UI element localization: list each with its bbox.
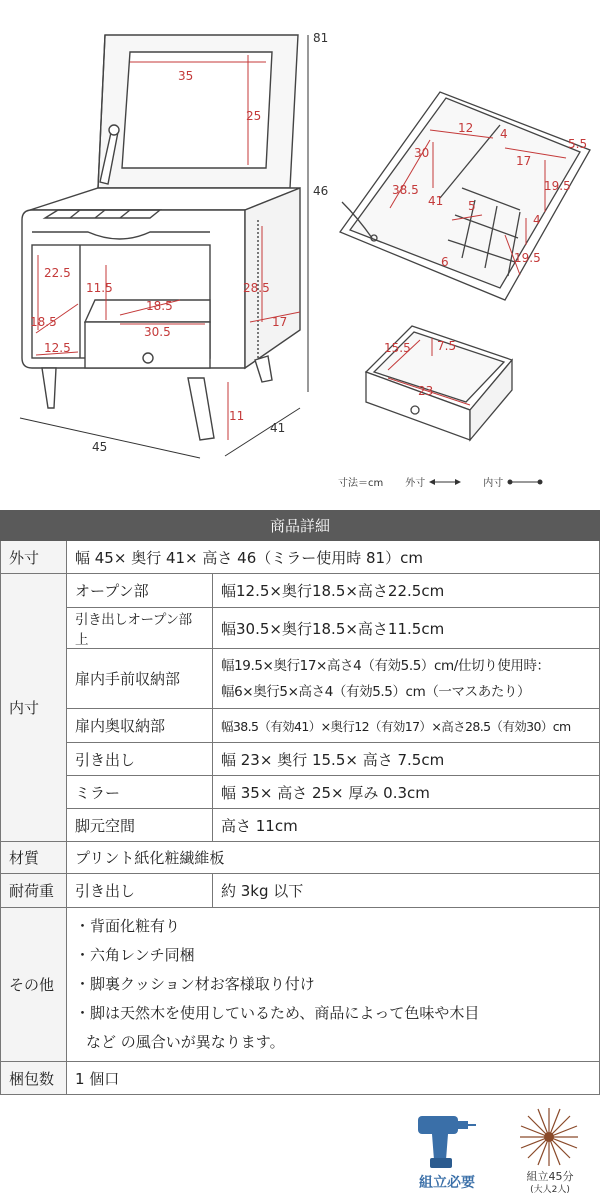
dim-upper-depth: 18.5 <box>146 299 173 313</box>
dim-tray-30: 30 <box>414 146 430 160</box>
dot-line-icon <box>507 478 543 486</box>
assembly-required-label: 組立必要 <box>419 1175 475 1191</box>
material-value: プリント紙化粧繊維板 <box>67 842 600 874</box>
inner-row-value-2: 幅6×奥行5×高さ4（有効5.5）cm（一マスあたり） <box>221 683 531 700</box>
dim-leg-height: 11 <box>229 409 245 423</box>
dim-tray-38-5: 38.5 <box>392 183 419 197</box>
dim-width: 45 <box>92 440 108 454</box>
dim-upper-height: 11.5 <box>86 281 113 295</box>
dim-tray-12: 12 <box>458 121 474 135</box>
list-item: ・脚裏クッション材お客様取り付け <box>75 975 315 993</box>
legend-unit: 寸法＝cm <box>338 478 384 489</box>
dim-height-mirror-open: 81 <box>313 31 329 45</box>
list-item: ・背面化粧有り <box>75 917 181 935</box>
list-item: ・脚は天然木を使用しているため、商品によって色味や木目 <box>75 1004 480 1022</box>
inner-row-value: 幅19.5×奥行17×高さ4（有効5.5）cm/仕切り使用時： <box>221 657 550 674</box>
dim-open-width: 12.5 <box>44 341 71 355</box>
inner-row-name: 引き出し <box>67 743 213 776</box>
inner-row-name: 脚元空間 <box>67 809 213 842</box>
inner-row-value: 幅30.5×奥行18.5×高さ11.5cm <box>213 608 600 649</box>
drawer-knob <box>143 353 153 363</box>
inner-row-name: 扉内奥収納部 <box>67 709 213 743</box>
row-label-outer: 外寸 <box>1 541 67 574</box>
inner-row-name: 引き出しオープン部上 <box>67 608 213 649</box>
product-dimension-diagram <box>0 0 600 510</box>
dim-tray-4b: 4 <box>533 213 541 227</box>
row-label-load: 耐荷重 <box>1 874 67 908</box>
dim-upper-width: 30.5 <box>144 325 171 339</box>
arrow-both-icon <box>429 478 461 486</box>
clock-burst-icon <box>518 1106 580 1168</box>
dim-drawer-23: 23 <box>418 384 434 398</box>
inner-row-name: 扉内手前収納部 <box>67 649 213 709</box>
legend-inner: 内寸 <box>483 478 504 489</box>
dim-tray-5: 5 <box>468 199 476 213</box>
assembly-time: 組立45分 <box>526 1170 574 1183</box>
dim-tray-19-5a: 19.5 <box>544 179 571 193</box>
table-title: 商品詳細 <box>1 511 600 541</box>
dim-open-depth: 18.5 <box>30 315 57 329</box>
list-item: など の風合いが異なります。 <box>86 1033 285 1051</box>
other-list <box>67 908 600 1062</box>
assembly-people: (大人2人) <box>530 1185 570 1195</box>
dim-depth: 41 <box>270 421 286 435</box>
inner-row-value: 高さ 11cm <box>213 809 600 842</box>
inner-row-value: 幅 23× 奥行 15.5× 高さ 7.5cm <box>213 743 600 776</box>
dim-tray-4a: 4 <box>500 127 508 141</box>
outer-value: 幅 45× 奥行 41× 高さ 46（ミラー使用時 81）cm <box>67 541 600 574</box>
row-label-packages: 梱包数 <box>1 1062 67 1095</box>
inner-row-value: 幅12.5×奥行18.5×高さ22.5cm <box>213 574 600 608</box>
inner-row-name: ミラー <box>67 776 213 809</box>
power-drill-icon <box>408 1108 478 1170</box>
dim-tray-5-5: 5.5 <box>568 137 588 151</box>
row-label-material: 材質 <box>1 842 67 874</box>
row-label-inner: 内寸 <box>1 574 67 842</box>
spec-table <box>0 510 600 1095</box>
dim-drawer-7-5: 7.5 <box>437 339 457 353</box>
load-name: 引き出し <box>67 874 213 908</box>
body-side <box>245 188 300 368</box>
dim-open-height: 22.5 <box>44 266 71 280</box>
dim-drawer-15-5: 15.5 <box>384 341 411 355</box>
dim-side-height: 17 <box>272 315 288 329</box>
legend-outer: 外寸 <box>405 478 426 489</box>
dimension-legend <box>338 474 543 489</box>
inner-row-name: オープン部 <box>67 574 213 608</box>
dim-tray-41: 41 <box>428 194 444 208</box>
row-label-other: その他 <box>1 908 67 1062</box>
load-value: 約 3kg 以下 <box>213 874 600 908</box>
dim-tray-17: 17 <box>516 154 532 168</box>
dim-tray-19-5b: 19.5 <box>514 251 541 265</box>
dim-inner-height: 28.5 <box>243 281 270 295</box>
list-item: ・六角レンチ同梱 <box>75 946 195 964</box>
assembly-info <box>0 1102 600 1200</box>
dim-total-height: 46 <box>313 184 329 198</box>
dim-mirror-height: 25 <box>246 109 262 123</box>
dim-mirror-width: 35 <box>178 69 194 83</box>
inner-row-value: 幅38.5（有効41）×奥行12（有効17）×高さ28.5（有効30）cm <box>213 709 600 743</box>
inner-row-value: 幅 35× 高さ 25× 厚み 0.3cm <box>213 776 600 809</box>
dim-tray-6: 6 <box>441 255 449 269</box>
packages-value: 1 個口 <box>67 1062 600 1095</box>
